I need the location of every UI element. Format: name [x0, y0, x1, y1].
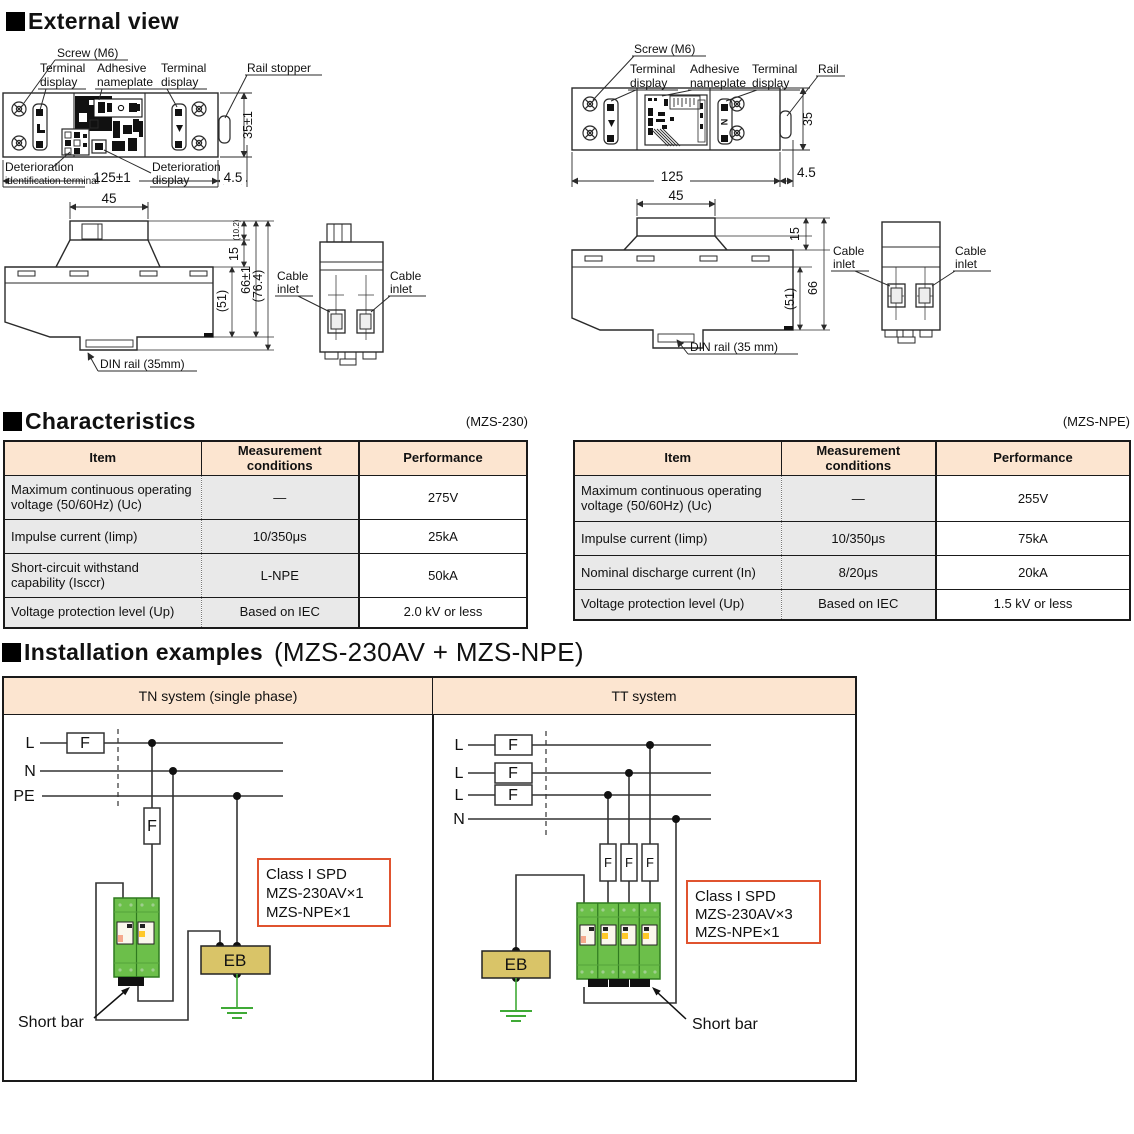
item-cell: Impulse current (Iimp): [574, 522, 781, 556]
conditions-cell: Based on IEC: [201, 598, 359, 628]
line-label-l3: L: [454, 787, 464, 804]
item-cell: Voltage protection level (Up): [574, 590, 781, 620]
section-marker: [2, 643, 21, 662]
external-view-drawings: [0, 0, 1134, 412]
svg-text:15: 15: [227, 247, 241, 261]
short-bar-shape: [588, 979, 608, 987]
eb-label: EB: [223, 951, 247, 970]
deterioration-display: [92, 140, 106, 153]
svg-text:35±1: 35±1: [241, 111, 255, 139]
table-row: [4, 598, 527, 628]
svg-text:Adhesive: Adhesive: [690, 62, 740, 76]
performance-cell: 50kA: [359, 554, 527, 598]
svg-text:Deterioration: Deterioration: [152, 160, 221, 174]
svg-text:(76.4): (76.4): [251, 269, 265, 303]
svg-text:nameplate: nameplate: [97, 75, 154, 89]
conditions-cell: Based on IEC: [781, 590, 936, 620]
item-cell: Maximum continuous operating voltage (50/60Hz) (Uc): [574, 476, 781, 522]
line-label-n: N: [453, 811, 465, 828]
table-row: [4, 554, 527, 598]
performance-cell: 2.0 kV or less: [359, 598, 527, 628]
table-row: [574, 556, 1130, 590]
ground-symbol: [221, 974, 253, 1018]
svg-text:125±1: 125±1: [93, 170, 131, 185]
svg-text:4.5: 4.5: [223, 170, 243, 185]
svg-text:MZS-NPE×1: MZS-NPE×1: [266, 904, 351, 921]
svg-text:MZS-NPE×1: MZS-NPE×1: [695, 924, 780, 941]
performance-cell: 275V: [359, 476, 527, 520]
line-label-l: L: [25, 735, 35, 752]
performance-cell: 20kA: [936, 556, 1130, 590]
conditions-cell: —: [201, 476, 359, 520]
installation-title: Installation examples (MZS-230AV + MZS-NPE): [2, 637, 584, 668]
svg-text:Terminal: Terminal: [630, 62, 676, 76]
svg-text:15: 15: [788, 227, 802, 241]
front-view-right-drawing: [831, 222, 991, 343]
performance-cell: 75kA: [936, 522, 1130, 556]
short-bar-shape: [609, 979, 629, 987]
item-cell: Nominal discharge current (In): [574, 556, 781, 590]
svg-text:MZS-230AV×1: MZS-230AV×1: [266, 885, 364, 902]
svg-text:66±1: 66±1: [239, 266, 253, 294]
svg-text:nameplate: nameplate: [690, 76, 747, 90]
item-cell: Impulse current (Iimp): [4, 520, 201, 554]
short-bar-label: Short bar: [18, 1014, 84, 1031]
line-label-pe: PE: [13, 788, 35, 805]
short-bar-label: Short bar: [692, 1016, 758, 1033]
side-view-right-drawing: [572, 199, 830, 354]
fuse-label: F: [508, 765, 518, 782]
variant-label-mzs-230: (MZS-230): [465, 414, 528, 429]
ground-symbol: [500, 978, 532, 1021]
installation-subtitle: (MZS-230AV + MZS-NPE): [273, 637, 584, 667]
rail-stopper-shape: [219, 116, 230, 143]
item-cell: Short-circuit withstand capability (Isccr): [4, 554, 201, 598]
performance-cell: 255V: [936, 476, 1130, 522]
characteristics-table-mzs-230: [3, 440, 528, 629]
svg-text:Cable: Cable: [955, 244, 987, 258]
table-row: [574, 590, 1130, 620]
short-bar-shape: [118, 977, 144, 986]
performance-cell: 1.5 kV or less: [936, 590, 1130, 620]
conditions-cell: —: [781, 476, 936, 522]
svg-text:(51): (51): [215, 289, 229, 313]
svg-text:Class I SPD: Class I SPD: [695, 888, 776, 905]
svg-text:Terminal: Terminal: [40, 61, 86, 75]
spd-device: [577, 903, 660, 987]
installation-table: [2, 676, 857, 1082]
short-bar-shape: [630, 979, 650, 987]
variant-label-mzs-npe: (MZS-NPE): [1062, 414, 1130, 429]
svg-text:125: 125: [660, 169, 684, 184]
item-cell: Maximum continuous operating voltage (50/60Hz) (Uc): [4, 476, 201, 520]
svg-text:Cable: Cable: [277, 269, 309, 283]
svg-text:display: display: [40, 75, 78, 89]
table-row: [4, 476, 527, 520]
fuse-label: F: [508, 737, 518, 754]
svg-text:Cable: Cable: [833, 244, 865, 258]
conditions-cell: 8/20μs: [781, 556, 936, 590]
table-row: [574, 522, 1130, 556]
svg-text:(10.2): (10.2): [232, 219, 241, 241]
tt-system-diagram: [432, 715, 855, 1080]
svg-text:Cable: Cable: [390, 269, 422, 283]
svg-text:inlet: inlet: [833, 257, 856, 271]
table-row: [4, 520, 527, 554]
svg-text:display: display: [161, 75, 199, 89]
performance-cell: 25kA: [359, 520, 527, 554]
svg-text:66: 66: [806, 281, 820, 295]
table-row: [574, 476, 1130, 522]
section-title-text: External view: [28, 8, 179, 34]
spd-device: [114, 898, 159, 986]
junction-dots: [148, 739, 241, 978]
conditions-cell: L-NPE: [201, 554, 359, 598]
svg-text:MZS-230AV×3: MZS-230AV×3: [695, 906, 793, 923]
svg-text:Adhesive: Adhesive: [97, 61, 147, 75]
short-bar-arrow: [94, 987, 130, 1018]
side-view-left-labels: [100, 191, 265, 371]
svg-text:inlet: inlet: [277, 282, 300, 296]
svg-text:display: display: [152, 173, 190, 187]
nameplate-area-right: [645, 95, 707, 146]
side-view-right-labels: [668, 188, 820, 354]
front-view-left-labels: [277, 269, 422, 296]
installation-header-row: [4, 678, 855, 715]
tn-system-header: TN system (single phase): [4, 678, 433, 714]
conditions-cell: 10/350μs: [201, 520, 359, 554]
section-marker: [3, 412, 22, 431]
terminal-display-glyphs: [36, 109, 45, 148]
fuse-label: F: [80, 735, 90, 752]
label-din-rail-right: DIN rail (35 mm): [690, 340, 779, 354]
installation-body: [4, 715, 855, 1080]
characteristics-title: Characteristics: [3, 408, 196, 435]
fuse-label: F: [646, 855, 654, 870]
label-screw: Screw (M6): [57, 46, 119, 60]
svg-text:display: display: [630, 76, 668, 90]
fuse-label: F: [604, 855, 612, 870]
label-din-rail: DIN rail (35mm): [100, 357, 185, 371]
svg-text:45: 45: [668, 188, 684, 203]
svg-text:4.5: 4.5: [797, 165, 816, 180]
line-label-l2: L: [454, 765, 464, 782]
svg-text:Terminal: Terminal: [752, 62, 798, 76]
tn-system-diagram: [4, 715, 430, 1080]
item-cell: Voltage protection level (Up): [4, 598, 201, 628]
rail-shape: [780, 111, 791, 138]
tt-system-header: TT system: [611, 688, 677, 704]
label-rail-stopper: Rail stopper: [247, 61, 312, 75]
fuse-label: F: [508, 787, 518, 804]
svg-text:45: 45: [101, 191, 117, 206]
line-label-l1: L: [454, 737, 464, 754]
svg-text:(51): (51): [783, 287, 797, 311]
svg-text:Screw (M6): Screw (M6): [634, 42, 696, 56]
svg-text:N: N: [719, 118, 730, 126]
svg-text:Deterioration: Deterioration: [5, 160, 74, 174]
table-header-row: Item Measurement conditions Performance: [574, 441, 1130, 476]
svg-text:inlet: inlet: [390, 282, 413, 296]
svg-text:display: display: [752, 76, 790, 90]
characteristics-table-mzs-npe: [573, 440, 1131, 621]
eb-label: EB: [504, 955, 528, 974]
svg-text:Terminal: Terminal: [161, 61, 207, 75]
top-view-left-labels: [5, 46, 311, 187]
line-label-n: N: [24, 763, 36, 780]
conditions-cell: 10/350μs: [781, 522, 936, 556]
deterioration-id-terminal: [62, 129, 89, 155]
svg-text:Class I SPD: Class I SPD: [266, 866, 347, 883]
fuse-label: F: [147, 818, 157, 835]
fuse-label: F: [625, 855, 633, 870]
svg-text:inlet: inlet: [955, 257, 978, 271]
table-header-row: Item Measurement conditions Performance: [4, 441, 527, 476]
label-rail: Rail: [818, 62, 839, 76]
svg-text:identification terminal: identification terminal: [5, 176, 99, 187]
svg-text:35: 35: [801, 112, 815, 126]
